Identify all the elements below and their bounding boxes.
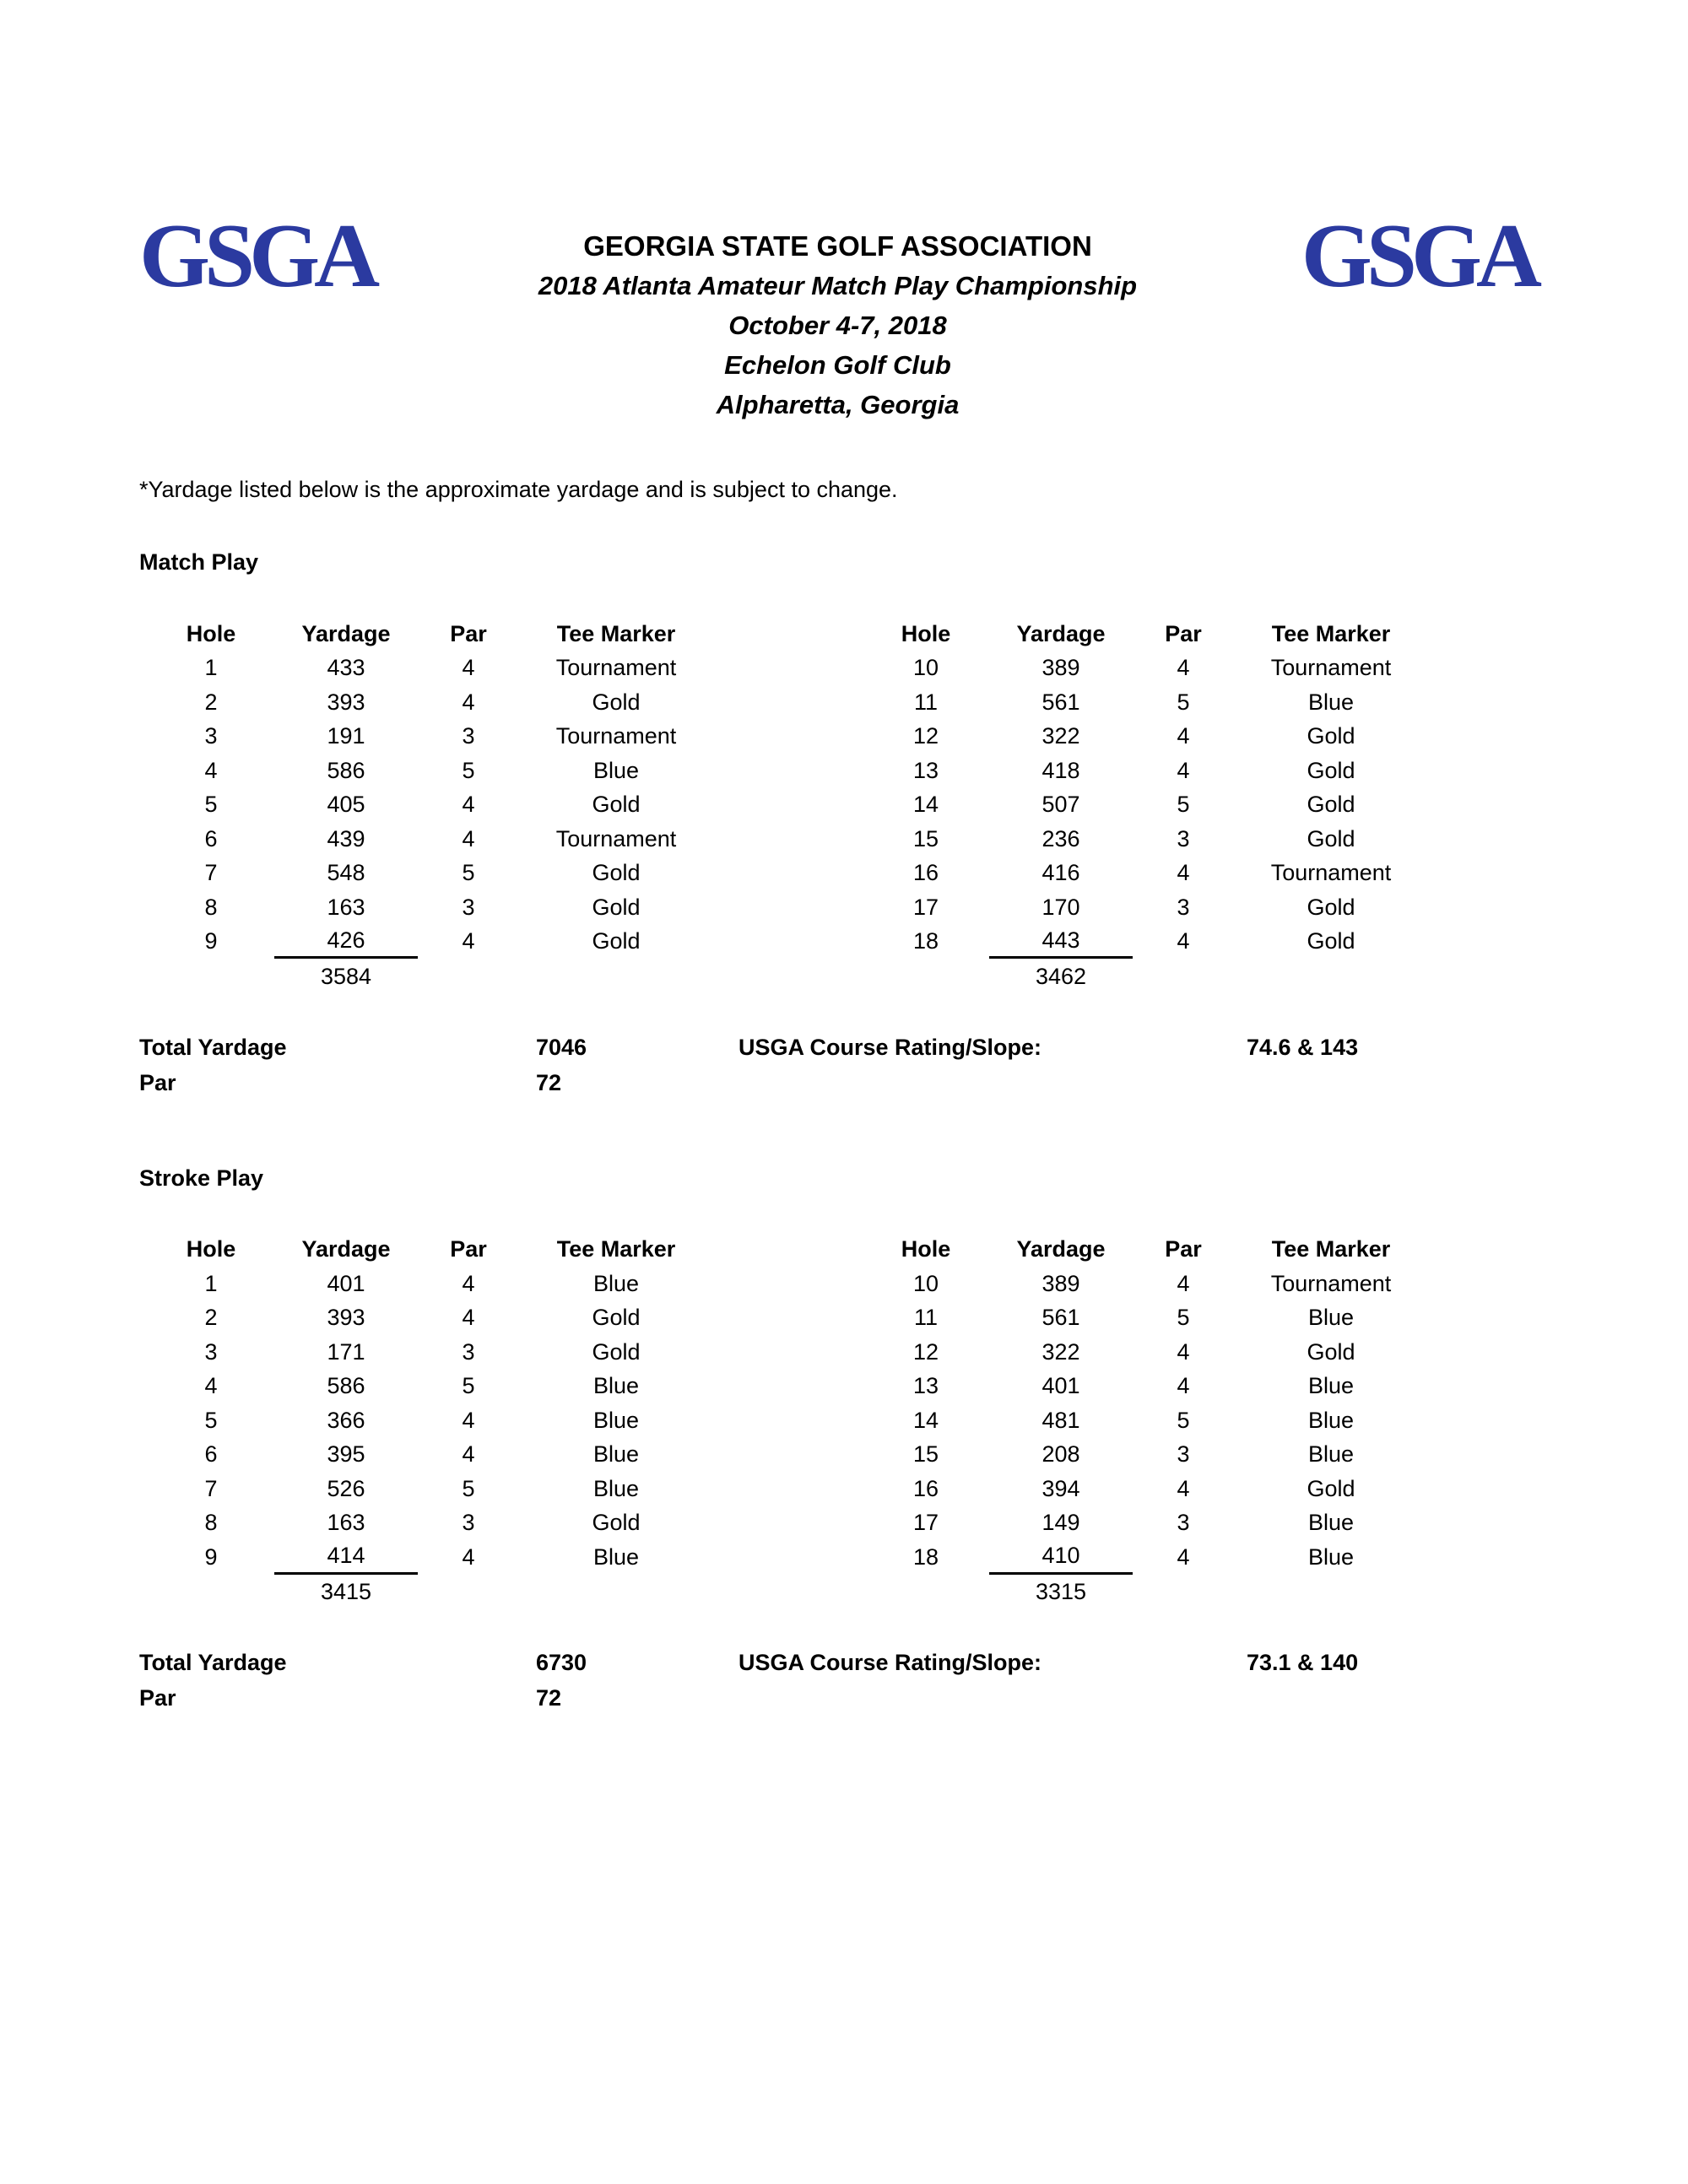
table-cell: 401 bbox=[1041, 1373, 1080, 1399]
table-cell: 5 bbox=[1177, 1305, 1190, 1331]
table-cell: 548 bbox=[327, 860, 365, 886]
table-row bbox=[863, 1267, 1428, 1301]
table-cell: 426 bbox=[274, 925, 418, 960]
table-cell: 4 bbox=[462, 928, 475, 954]
table-row bbox=[863, 890, 1428, 925]
table-cell: 3 bbox=[204, 1338, 218, 1365]
table-row bbox=[148, 925, 713, 960]
column-header-hole: Hole bbox=[901, 620, 951, 646]
match-play-totals bbox=[139, 1030, 1688, 1100]
table-cell: 5 bbox=[1177, 792, 1190, 818]
table-cell: 4 bbox=[462, 1543, 475, 1570]
table-cell: 8 bbox=[204, 894, 218, 920]
table-cell: 4 bbox=[1177, 860, 1190, 886]
table-cell: 416 bbox=[1041, 860, 1080, 886]
club-name: Echelon Golf Club bbox=[724, 350, 951, 380]
total-yardage-label: Total Yardage bbox=[139, 1650, 287, 1675]
table-cell: 1 bbox=[204, 1270, 218, 1296]
table-cell: 4 bbox=[462, 1305, 475, 1331]
table-cell: 4 bbox=[204, 757, 218, 783]
table-cell: 3 bbox=[462, 894, 475, 920]
table-cell: Tournament bbox=[555, 723, 677, 749]
table-cell: 405 bbox=[327, 792, 365, 818]
table-cell: 1 bbox=[204, 655, 218, 681]
table-cell: 191 bbox=[327, 723, 365, 749]
table-cell: 561 bbox=[1041, 1305, 1080, 1331]
table-cell: 4 bbox=[204, 1373, 218, 1399]
table-cell: 8 bbox=[204, 1510, 218, 1536]
yardage-note: *Yardage listed below is the approximate yardage and is subject to change. bbox=[139, 477, 898, 502]
association-title: GEORGIA STATE GOLF ASSOCIATION bbox=[583, 230, 1092, 262]
table-header-row bbox=[148, 617, 713, 651]
table-cell: Blue bbox=[592, 1373, 640, 1399]
table-cell: Gold bbox=[1307, 1338, 1355, 1365]
table-cell: Blue bbox=[1307, 1373, 1355, 1399]
column-header-yardage: Yardage bbox=[1016, 620, 1106, 646]
column-header-tee-marker: Tee Marker bbox=[556, 620, 676, 646]
table-cell: Blue bbox=[592, 757, 640, 783]
table-cell: 163 bbox=[327, 1510, 365, 1536]
spacer bbox=[738, 1065, 1247, 1100]
table-cell: 16 bbox=[912, 860, 939, 886]
table-cell: Gold bbox=[592, 792, 641, 818]
column-header-hole: Hole bbox=[186, 1236, 236, 1262]
table-cell: 12 bbox=[912, 1338, 939, 1365]
subtotal-row bbox=[863, 1576, 1428, 1610]
championship-title: 2018 Atlanta Amateur Match Play Championship bbox=[538, 271, 1138, 300]
front-nine-total: 3415 bbox=[320, 1579, 372, 1605]
table-row bbox=[148, 1472, 713, 1506]
match-play-tables bbox=[148, 617, 1688, 994]
table-cell: 395 bbox=[327, 1441, 365, 1468]
table-cell: 7 bbox=[204, 860, 218, 886]
table-cell: 586 bbox=[327, 1373, 365, 1399]
table-cell: 586 bbox=[327, 757, 365, 783]
table-cell: 170 bbox=[1041, 894, 1080, 920]
table-row bbox=[148, 788, 713, 823]
course-rating-value: 74.6 & 143 bbox=[1247, 1034, 1359, 1060]
table-cell: Blue bbox=[592, 1407, 640, 1433]
table-row bbox=[863, 1438, 1428, 1473]
table-cell: Blue bbox=[1307, 1305, 1355, 1331]
event-dates: October 4-7, 2018 bbox=[728, 311, 947, 340]
table-cell: 4 bbox=[1177, 928, 1190, 954]
table-cell: Gold bbox=[1307, 757, 1355, 783]
table-cell: Blue bbox=[592, 1270, 640, 1296]
table-cell: Blue bbox=[1307, 689, 1355, 715]
table-row bbox=[863, 857, 1428, 891]
table-cell: 18 bbox=[912, 1543, 939, 1570]
table-cell: 4 bbox=[462, 792, 475, 818]
table-cell: Gold bbox=[592, 860, 641, 886]
table-cell: Gold bbox=[1307, 928, 1355, 954]
par-value: 72 bbox=[536, 1069, 562, 1095]
section-title-stroke-play: Stroke Play bbox=[139, 1165, 264, 1191]
table-cell: 6 bbox=[204, 825, 218, 851]
table-cell: 3 bbox=[204, 723, 218, 749]
table-cell: 393 bbox=[327, 1305, 365, 1331]
table-row bbox=[863, 1301, 1428, 1336]
par-label: Par bbox=[139, 1685, 176, 1711]
table-row bbox=[148, 685, 713, 720]
table-cell: 18 bbox=[912, 928, 939, 954]
subtotal-row bbox=[148, 960, 713, 994]
gsga-logo-right: GSGA bbox=[1301, 206, 1536, 306]
table-cell: 3 bbox=[1177, 1441, 1190, 1468]
table-cell: 5 bbox=[462, 757, 475, 783]
table-cell: 4 bbox=[462, 1270, 475, 1296]
table-row bbox=[148, 890, 713, 925]
table-row bbox=[148, 1267, 713, 1301]
table-cell: Blue bbox=[1307, 1510, 1355, 1536]
spacer bbox=[1247, 1680, 1688, 1716]
spacer bbox=[1247, 1065, 1688, 1100]
table-cell: 17 bbox=[912, 894, 939, 920]
table-row bbox=[148, 1506, 713, 1541]
table-cell: 322 bbox=[1041, 723, 1080, 749]
column-header-par: Par bbox=[1165, 620, 1202, 646]
table-cell: 9 bbox=[204, 928, 218, 954]
table-body bbox=[863, 1267, 1428, 1575]
table-cell: Gold bbox=[1307, 723, 1355, 749]
table-cell: 3 bbox=[462, 1338, 475, 1365]
table-row bbox=[863, 1506, 1428, 1541]
column-header-yardage: Yardage bbox=[301, 620, 391, 646]
table-cell: Gold bbox=[592, 894, 641, 920]
table-cell: 418 bbox=[1041, 757, 1080, 783]
table-cell: 4 bbox=[1177, 1338, 1190, 1365]
table-cell: 443 bbox=[989, 925, 1133, 960]
table-cell: 13 bbox=[912, 757, 939, 783]
table-cell: 389 bbox=[1041, 1270, 1080, 1296]
table-cell: 4 bbox=[1177, 757, 1190, 783]
table-cell: 414 bbox=[274, 1540, 418, 1575]
table-row bbox=[148, 822, 713, 857]
front-nine-total: 3584 bbox=[320, 963, 372, 989]
subtotal-row bbox=[863, 960, 1428, 994]
column-header-par: Par bbox=[450, 1236, 487, 1262]
table-cell: 439 bbox=[327, 825, 365, 851]
table-cell: 4 bbox=[462, 1441, 475, 1468]
title-block bbox=[401, 211, 1274, 424]
table-body bbox=[148, 1267, 713, 1575]
table-cell: Tournament bbox=[1270, 655, 1392, 681]
table-cell: 4 bbox=[1177, 1373, 1190, 1399]
column-header-tee-marker: Tee Marker bbox=[1271, 1236, 1391, 1262]
column-header-hole: Hole bbox=[186, 620, 236, 646]
table-cell: 5 bbox=[1177, 689, 1190, 715]
table-cell: 4 bbox=[1177, 655, 1190, 681]
table-row bbox=[148, 754, 713, 788]
document-header bbox=[0, 206, 1688, 424]
table-cell: Blue bbox=[1307, 1441, 1355, 1468]
table-cell: 3 bbox=[1177, 894, 1190, 920]
table-cell: 4 bbox=[462, 825, 475, 851]
table-cell: Blue bbox=[1307, 1543, 1355, 1570]
table-cell: 17 bbox=[912, 1510, 939, 1536]
column-header-yardage: Yardage bbox=[1016, 1236, 1106, 1262]
table-cell: 13 bbox=[912, 1373, 939, 1399]
table-row bbox=[148, 651, 713, 686]
table-cell: 322 bbox=[1041, 1338, 1080, 1365]
table-cell: 15 bbox=[912, 825, 939, 851]
table-cell: 16 bbox=[912, 1475, 939, 1501]
table-cell: Gold bbox=[1307, 894, 1355, 920]
club-location: Alpharetta, Georgia bbox=[716, 390, 960, 419]
course-rating-label: USGA Course Rating/Slope: bbox=[738, 1034, 1042, 1060]
table-row bbox=[148, 1370, 713, 1404]
table-row bbox=[863, 1540, 1428, 1575]
table-cell: Blue bbox=[1307, 1407, 1355, 1433]
table-cell: 3 bbox=[1177, 1510, 1190, 1536]
course-rating-label: USGA Course Rating/Slope: bbox=[738, 1650, 1042, 1675]
table-row bbox=[863, 1370, 1428, 1404]
table-cell: 394 bbox=[1041, 1475, 1080, 1501]
table-row bbox=[863, 754, 1428, 788]
table-cell: 410 bbox=[989, 1540, 1133, 1575]
table-cell: 11 bbox=[913, 689, 939, 715]
table-cell: 3 bbox=[1177, 825, 1190, 851]
table-cell: 507 bbox=[1041, 792, 1080, 818]
table-row bbox=[863, 1403, 1428, 1438]
table-row bbox=[863, 822, 1428, 857]
match-play-front-nine-table bbox=[148, 617, 713, 994]
table-cell: 389 bbox=[1041, 655, 1080, 681]
table-cell: 10 bbox=[912, 655, 939, 681]
table-cell: 4 bbox=[462, 1407, 475, 1433]
table-cell: 5 bbox=[204, 792, 218, 818]
table-cell: 9 bbox=[204, 1543, 218, 1570]
table-cell: 236 bbox=[1041, 825, 1080, 851]
table-cell: 4 bbox=[462, 689, 475, 715]
table-cell: 481 bbox=[1041, 1407, 1080, 1433]
gsga-logo-left: GSGA bbox=[139, 206, 375, 306]
total-yardage-value: 6730 bbox=[536, 1650, 587, 1675]
table-body bbox=[148, 651, 713, 960]
table-cell: 393 bbox=[327, 689, 365, 715]
table-cell: 14 bbox=[912, 792, 939, 818]
table-cell: Gold bbox=[592, 928, 641, 954]
spacer bbox=[738, 1680, 1247, 1716]
table-cell: Tournament bbox=[555, 825, 677, 851]
table-cell: 2 bbox=[204, 689, 218, 715]
table-cell: Gold bbox=[592, 1338, 641, 1365]
table-cell: 2 bbox=[204, 1305, 218, 1331]
table-cell: Gold bbox=[1307, 1475, 1355, 1501]
table-cell: Blue bbox=[592, 1543, 640, 1570]
table-cell: 401 bbox=[327, 1270, 365, 1296]
table-cell: 12 bbox=[912, 723, 939, 749]
table-cell: 208 bbox=[1041, 1441, 1080, 1468]
table-cell: 4 bbox=[1177, 1270, 1190, 1296]
column-header-tee-marker: Tee Marker bbox=[1271, 620, 1391, 646]
course-rating-value: 73.1 & 140 bbox=[1247, 1650, 1359, 1675]
table-row bbox=[863, 720, 1428, 754]
table-cell: Tournament bbox=[1270, 1270, 1392, 1296]
table-cell: Blue bbox=[592, 1475, 640, 1501]
table-cell: 4 bbox=[1177, 1543, 1190, 1570]
table-header-row bbox=[863, 1233, 1428, 1268]
table-row bbox=[863, 788, 1428, 823]
column-header-tee-marker: Tee Marker bbox=[556, 1236, 676, 1262]
table-row bbox=[863, 925, 1428, 960]
table-cell: 5 bbox=[204, 1407, 218, 1433]
table-cell: 7 bbox=[204, 1475, 218, 1501]
table-body bbox=[863, 651, 1428, 960]
table-row bbox=[148, 720, 713, 754]
total-yardage-label: Total Yardage bbox=[139, 1034, 287, 1060]
back-nine-total: 3315 bbox=[1035, 1579, 1087, 1605]
total-yardage-value: 7046 bbox=[536, 1034, 587, 1060]
column-header-par: Par bbox=[1165, 1236, 1202, 1262]
table-row bbox=[863, 685, 1428, 720]
table-header-row bbox=[863, 617, 1428, 651]
column-header-yardage: Yardage bbox=[301, 1236, 391, 1262]
table-cell: Gold bbox=[592, 1305, 641, 1331]
table-row bbox=[863, 1335, 1428, 1370]
table-cell: Gold bbox=[1307, 792, 1355, 818]
table-cell: 4 bbox=[1177, 723, 1190, 749]
table-cell: 5 bbox=[462, 1475, 475, 1501]
table-cell: 3 bbox=[462, 723, 475, 749]
table-header-row bbox=[148, 1233, 713, 1268]
table-row bbox=[148, 1403, 713, 1438]
subtotal-row bbox=[148, 1576, 713, 1610]
table-cell: 366 bbox=[327, 1407, 365, 1433]
table-cell: 163 bbox=[327, 894, 365, 920]
column-header-hole: Hole bbox=[901, 1236, 951, 1262]
table-row bbox=[148, 1301, 713, 1336]
table-cell: 171 bbox=[327, 1338, 365, 1365]
table-cell: 11 bbox=[913, 1305, 939, 1331]
table-cell: Gold bbox=[592, 1510, 641, 1536]
table-cell: 14 bbox=[912, 1407, 939, 1433]
table-cell: Tournament bbox=[1270, 860, 1392, 886]
table-cell: 5 bbox=[462, 860, 475, 886]
stroke-play-tables bbox=[148, 1233, 1688, 1610]
table-cell: 15 bbox=[912, 1441, 939, 1468]
table-cell: 5 bbox=[1177, 1407, 1190, 1433]
stroke-play-front-nine-table bbox=[148, 1233, 713, 1610]
table-row bbox=[148, 1335, 713, 1370]
table-cell: 4 bbox=[462, 655, 475, 681]
table-cell: Blue bbox=[592, 1441, 640, 1468]
table-row bbox=[148, 857, 713, 891]
table-cell: 561 bbox=[1041, 689, 1080, 715]
column-header-par: Par bbox=[450, 620, 487, 646]
stroke-play-totals bbox=[139, 1645, 1688, 1716]
table-cell: 5 bbox=[462, 1373, 475, 1399]
table-row bbox=[863, 1472, 1428, 1506]
par-value: 72 bbox=[536, 1685, 562, 1711]
table-cell: Tournament bbox=[555, 655, 677, 681]
table-cell: 6 bbox=[204, 1441, 218, 1468]
table-cell: 4 bbox=[1177, 1475, 1190, 1501]
table-cell: 433 bbox=[327, 655, 365, 681]
table-cell: 3 bbox=[462, 1510, 475, 1536]
table-row bbox=[148, 1438, 713, 1473]
table-cell: 149 bbox=[1041, 1510, 1080, 1536]
table-cell: Gold bbox=[1307, 825, 1355, 851]
par-label: Par bbox=[139, 1069, 176, 1095]
match-play-back-nine-table bbox=[863, 617, 1428, 994]
table-row bbox=[863, 651, 1428, 686]
section-title-match-play: Match Play bbox=[139, 549, 259, 575]
table-row bbox=[148, 1540, 713, 1575]
back-nine-total: 3462 bbox=[1035, 963, 1087, 989]
stroke-play-back-nine-table bbox=[863, 1233, 1428, 1610]
table-cell: 526 bbox=[327, 1475, 365, 1501]
table-cell: 10 bbox=[912, 1270, 939, 1296]
table-cell: Gold bbox=[592, 689, 641, 715]
